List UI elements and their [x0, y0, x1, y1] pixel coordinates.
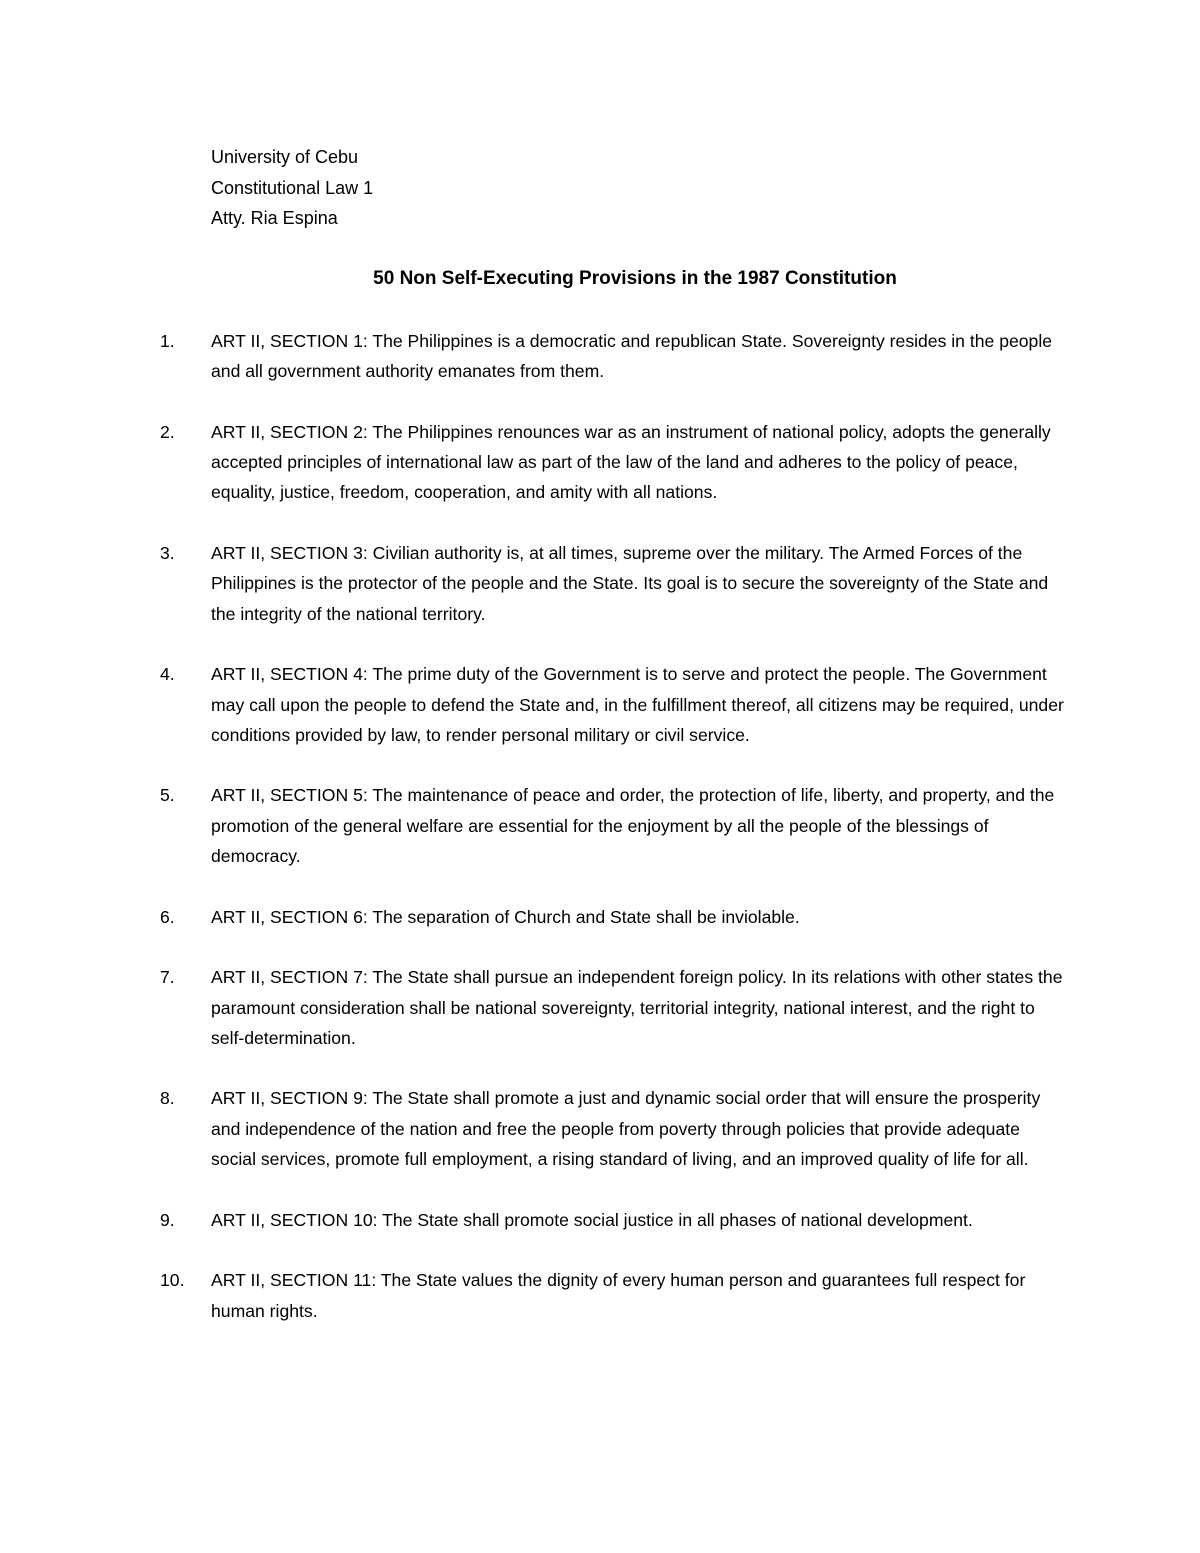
list-item [160, 417, 1065, 508]
list-item [160, 962, 1065, 1053]
item-number: 1. [160, 331, 175, 351]
instructor-name: Atty. Ria Espina [211, 208, 338, 228]
item-text: ART II, SECTION 4: The prime duty of the Government is to serve and protect the people. The Government may call upon the people to defend the State and, in the fulfillment thereof, all citizens may be required, under conditions provided by law, to render personal military or civil service. [211, 664, 1064, 745]
list-item [160, 326, 1065, 387]
item-number: 10. [160, 1270, 185, 1291]
item-number: 2. [160, 421, 175, 442]
document-title: 50 Non Self-Executing Provisions in the 1987 Constitution [373, 268, 897, 289]
item-text: ART II, SECTION 9: The State shall promote a just and dynamic social order that will ensure the prosperity and independence of the nation and free the people from poverty through policies that provide adequate social services, promote full employment, a rising standard of living, and an improved quality of life for all. [211, 1088, 1041, 1170]
item-text: ART II, SECTION 10: The State shall promote social justice in all phases of national development. [211, 1209, 973, 1230]
item-number: 3. [160, 543, 175, 564]
list-item [160, 538, 1065, 629]
item-text: ART II, SECTION 2: The Philippines renounces war as an instrument of national policy, adopts the generally accepted principles of international law as part of the law of the land and adheres to the policy of peace, equality, justice, freedom, cooperation, and amity with all nations. [211, 421, 1051, 503]
item-text: ART II, SECTION 1: The Philippines is a democratic and republican State. Sovereignty resides in the people and all government authority emanates from them. [211, 331, 1053, 382]
item-text: ART II, SECTION 3: Civilian authority is, at all times, supreme over the military. The Armed Forces of the Philippines is the protector of the people and the State. Its goal is to secure the sovereignty of the State and the integrity of the national territory. [211, 543, 1049, 624]
item-text: ART II, SECTION 7: The State shall pursue an independent foreign policy. In its relations with other states the paramount consideration shall be national sovereignty, territorial integrity, national interest, and the right to self-determination. [211, 967, 1063, 1048]
course-name: Constitutional Law 1 [211, 177, 374, 198]
document-header [211, 142, 373, 234]
item-text: ART II, SECTION 11: The State values the dignity of every human person and guarantees full respect for human rights. [211, 1270, 1026, 1321]
item-number: 7. [160, 967, 175, 988]
item-number: 4. [160, 664, 175, 685]
provisions-list [160, 326, 1065, 1356]
item-number: 5. [160, 785, 175, 806]
list-item [160, 780, 1065, 871]
list-item [160, 902, 1065, 932]
list-item [160, 1265, 1065, 1326]
item-number: 6. [160, 906, 175, 927]
item-text: ART II, SECTION 5: The maintenance of peace and order, the protection of life, liberty, and property, and the promotion of the general welfare are essential for the enjoyment by all the people of the blessings of democracy. [211, 785, 1055, 867]
list-item [160, 1205, 1065, 1235]
item-number: 8. [160, 1088, 175, 1109]
list-item [160, 659, 1065, 750]
university-name: University of Cebu [211, 147, 359, 167]
item-text: ART II, SECTION 6: The separation of Church and State shall be inviolable. [211, 906, 800, 927]
list-item [160, 1083, 1065, 1174]
item-number: 9. [160, 1209, 175, 1230]
